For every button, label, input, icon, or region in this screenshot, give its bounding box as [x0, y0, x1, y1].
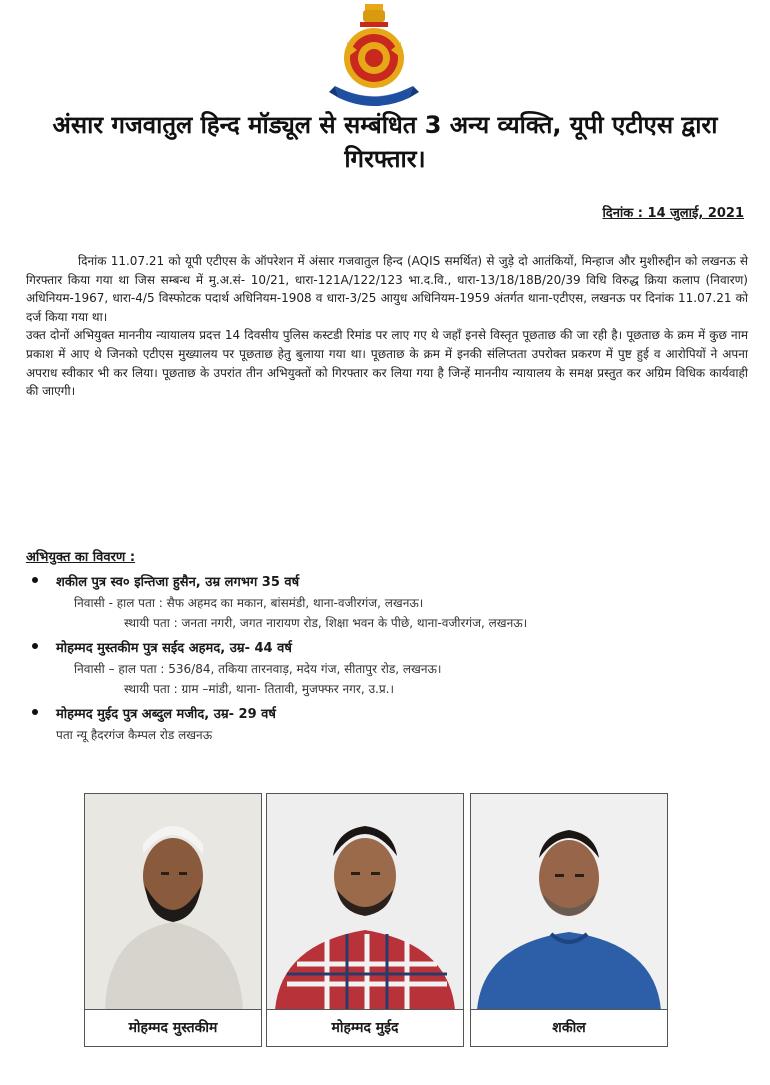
paragraph: दिनांक 11.07.21 को यूपी एटीएस के ऑपरेशन में अंसार गजवातुल हिन्द (AQIS समर्थित) से जुड़े दो आतंकियों, मिन्हाज और मुशीरुद्दीन को लखनऊ से गिरफ्तार किया गया था जिस सम्बन्ध में मु.अ.सं- 10/21, धारा-121A/122/123 भा.द.वि., धारा-13/18/18B/20/39 विधि विरुद्ध क्रिया कलाप (निवारण) अधिनियम-1967, धारा-4/5 विस्फोटक पदार्थ अधिनियम-1908 व धारा-3/25 आयुध अधिनियम-1959 अंतर्गत थाना-एटीएस, लखनऊ पर दिनांक 11.07.21 को दर्ज किया गया था। — [26, 254, 748, 324]
accused-current-address: निवासी - हाल पता : सैफ अहमद का मकान, बांसमंडी, थाना-वजीरगंज, लखनऊ। — [74, 596, 424, 610]
person-photo-icon — [267, 794, 463, 1010]
accused-name: मोहम्मद मुस्तकीम पुत्र सईद अहमद, उम्र- 44 वर्ष — [56, 641, 292, 656]
photo-caption: शकील — [471, 1009, 667, 1046]
headline: अंसार गजवातुल हिन्द मॉड्यूल से सम्बंधित 3 अन्य व्यक्ति, यूपी एटीएस द्वारा गिरफ्तार। — [52, 111, 718, 173]
bullet-icon — [32, 643, 38, 649]
accused-name: शकील पुत्र स्व० इन्तिजा हुसैन, उम्र लगभग 35 वर्ष — [56, 575, 300, 590]
up-police-emblem-icon — [327, 2, 421, 108]
release-date: दिनांक : 14 जुलाई, 2021 — [602, 206, 744, 221]
body-text — [26, 252, 748, 401]
accused-permanent-address: स्थायी पता : जनता नगरी, जगत नारायण रोड, शिक्षा भवन के पीछे, थाना-वजीरगंज, लखनऊ। — [124, 616, 528, 630]
accused-photo — [84, 793, 262, 1047]
accused-item — [56, 639, 756, 699]
accused-item — [56, 705, 756, 745]
bullet-icon — [32, 577, 38, 583]
accused-photo — [470, 793, 668, 1047]
photo-caption: मोहम्मद मुस्तकीम — [85, 1009, 261, 1046]
bullet-icon — [32, 709, 38, 715]
person-photo-icon — [85, 794, 261, 1010]
photo-caption: मोहम्मद मुईद — [267, 1009, 463, 1046]
accused-photos — [84, 793, 670, 1048]
accused-name: मोहम्मद मुईद पुत्र अब्दुल मजीद, उम्र- 29 वर्ष — [56, 707, 276, 722]
accused-list — [56, 573, 756, 751]
accused-current-address: निवासी – हाल पता : 536/84, तकिया तारनवाड़, मदेय गंज, सीतापुर रोड, लखनऊ। — [74, 662, 442, 676]
accused-heading: अभियुक्त का विवरण : — [26, 550, 136, 565]
accused-item — [56, 573, 756, 633]
paragraph: उक्त दोनों अभियुक्त माननीय न्यायालय प्रदत्त 14 दिवसीय पुलिस कस्टडी रिमांड पर लाए गए थे जहाँ इनसे विस्तृत पूछताछ की जा रही है। पूछताछ के क्रम में कुछ नाम प्रकाश में आए थे जिनको एटीएस मुख्यालय पर पूछताछ हेतु बुलाया गया था। पूछताछ के क्रम में इनकी संलिप्तता उपरोक्त प्रकरण में पुष्ट हुई व आरोपियों ने अपना अपराध स्वीकार भी कर लिया। पूछताछ के उपरांत तीन अभियुक्तों को गिरफ्तार कर लिया गया है जिन्हें माननीय न्यायालय के समक्ष प्रस्तुत कर अग्रिम विधिक कार्यवाही की जाएगी। — [26, 328, 748, 399]
accused-photo — [266, 793, 464, 1047]
person-photo-icon — [471, 794, 667, 1010]
accused-permanent-address: स्थायी पता : ग्राम –मांडी, थाना- तितावी, मुजफ्फर नगर, उ.प्र.। — [124, 682, 395, 696]
accused-current-address: पता न्यू हैदरगंज कैम्पल रोड लखनऊ — [56, 728, 213, 742]
